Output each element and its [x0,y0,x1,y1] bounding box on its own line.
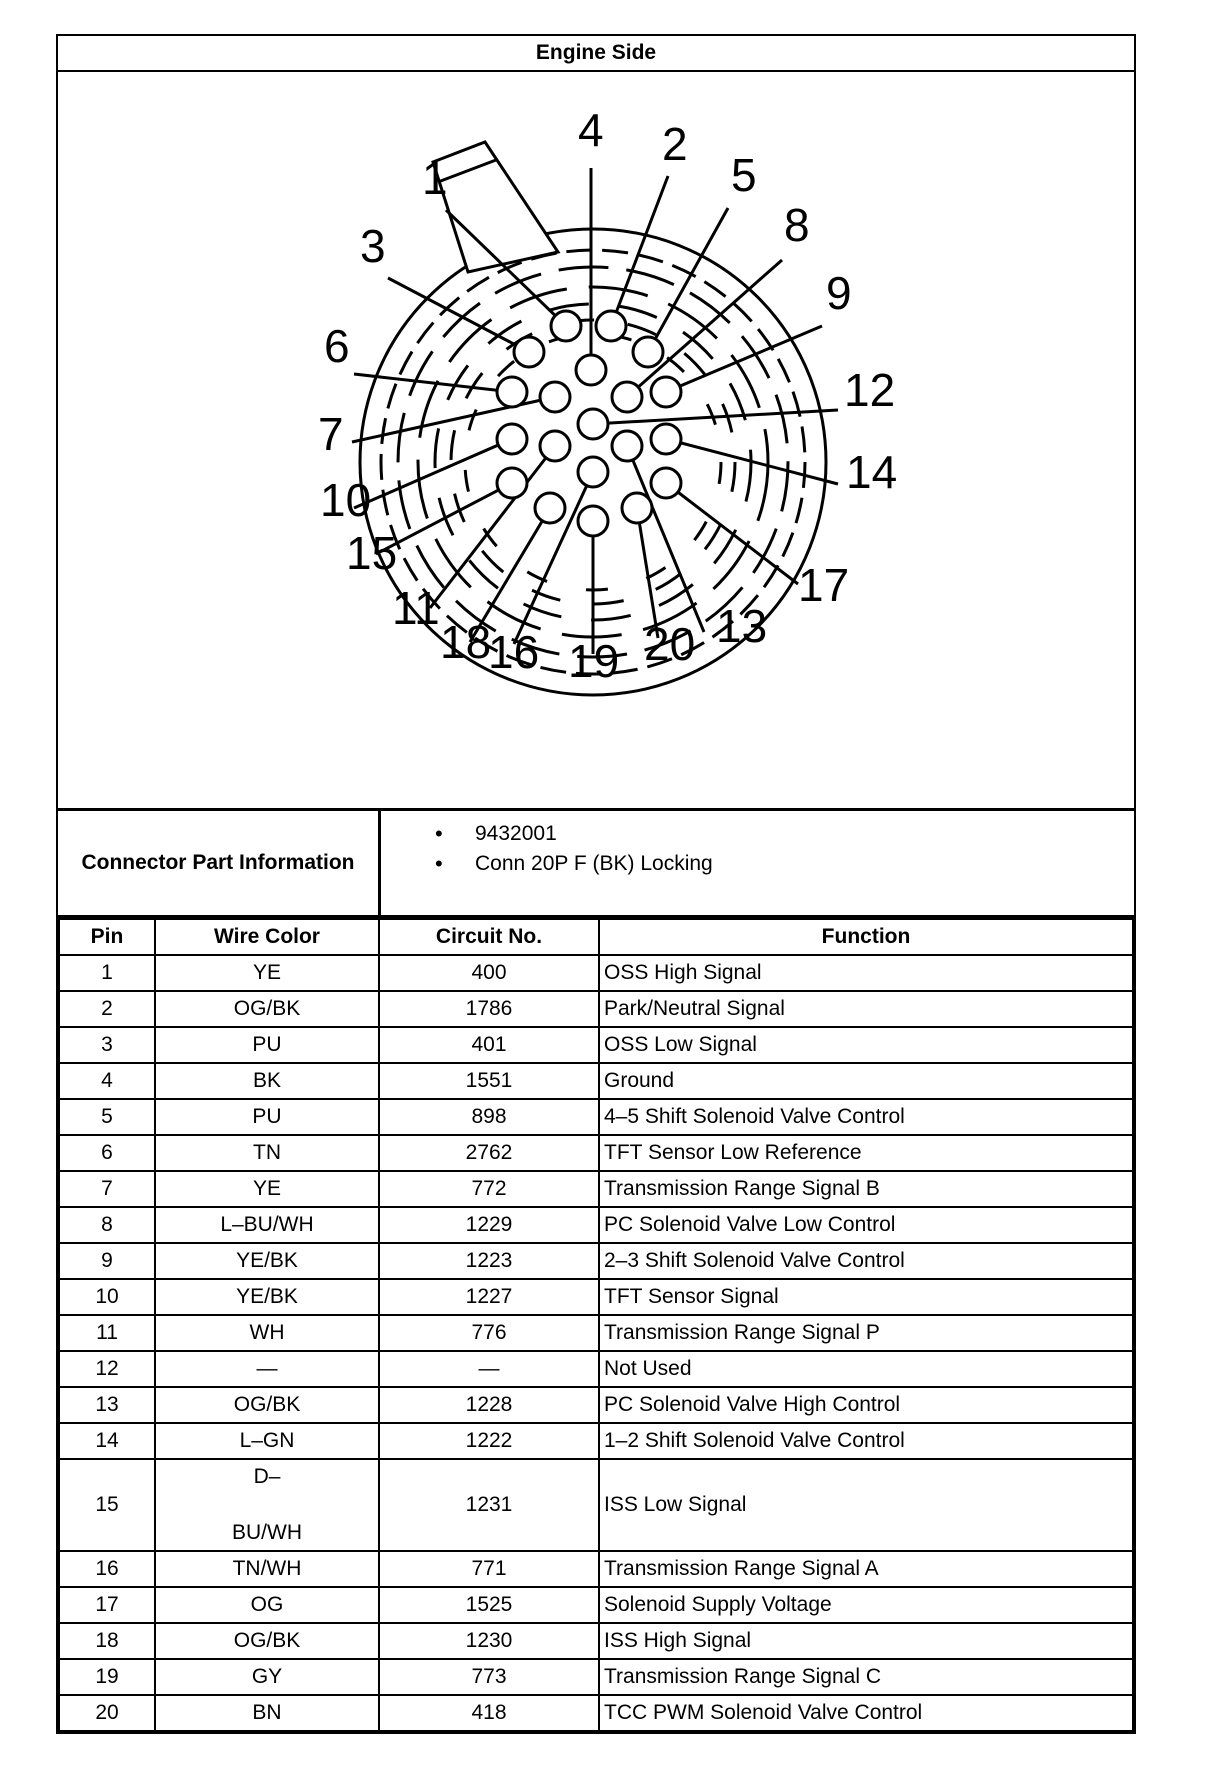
wire-color-cell: YE/BK [155,1279,379,1315]
pin-cell: 12 [59,1351,155,1387]
circuit-cell: 401 [379,1027,599,1063]
table-row [59,1459,1133,1551]
wire-color-cell: BK [155,1063,379,1099]
pin-11-label: 11 [392,582,440,634]
table-row [59,1063,1133,1099]
pin-cell: 9 [59,1243,155,1279]
pin-18-label: 18 [440,616,492,668]
connector-face-svg [58,72,1134,808]
circuit-cell: 1230 [379,1623,599,1659]
pin-cell: 13 [59,1387,155,1423]
wire-color-line-2: BU/WH [232,1521,302,1544]
pin-cell: 6 [59,1135,155,1171]
circuit-cell: 2762 [379,1135,599,1171]
circuit-cell: 773 [379,1659,599,1695]
function-cell: Transmission Range Signal P [599,1315,1133,1351]
pin-6-label: 6 [324,320,350,372]
wire-color-cell: L–BU/WH [155,1207,379,1243]
pin-8-cavity [612,382,642,412]
pin-19-cavity [578,506,608,536]
connector-info-label: Connector Part Information [58,811,381,915]
pin-9-cavity [651,377,681,407]
table-row [59,1171,1133,1207]
pin-12-cavity [578,409,608,439]
page-title: Engine Side [58,36,1134,72]
table-row [59,1315,1133,1351]
pin-cell: 19 [59,1659,155,1695]
table-row [59,1243,1133,1279]
pin-1-label: 1 [422,152,448,204]
circuit-cell: 1227 [379,1279,599,1315]
circuit-cell: 1786 [379,991,599,1027]
circuit-cell: 776 [379,1315,599,1351]
pin-cell: 5 [59,1099,155,1135]
pin-6-cavity [497,377,527,407]
circuit-cell: 400 [379,955,599,991]
wire-color-cell: PU [155,1027,379,1063]
pin-13-cavity [612,431,642,461]
function-cell: Transmission Range Signal A [599,1551,1133,1587]
pin-cell: 4 [59,1063,155,1099]
function-cell: Solenoid Supply Voltage [599,1587,1133,1623]
function-cell: 4–5 Shift Solenoid Valve Control [599,1099,1133,1135]
table-row [59,1551,1133,1587]
pin-3-leader-line [388,278,529,352]
circuit-cell: 1228 [379,1387,599,1423]
table-row [59,1423,1133,1459]
connector-document [56,34,1136,1734]
pin-20-label: 20 [644,618,696,670]
pin-cell: 14 [59,1423,155,1459]
pin-8-label: 8 [784,199,810,251]
connector-description: • Conn 20P F (BK) Locking [475,849,713,879]
wire-color-cell: TN/WH [155,1551,379,1587]
function-cell: Not Used [599,1351,1133,1387]
pin-cell: 17 [59,1587,155,1623]
connector-part-information [58,811,1134,918]
circuit-cell: 898 [379,1099,599,1135]
function-cell: OSS High Signal [599,955,1133,991]
pinout-table [58,918,1134,1732]
function-cell: TFT Sensor Signal [599,1279,1133,1315]
pin-cell: 10 [59,1279,155,1315]
table-row [59,1659,1133,1695]
pin-15-label: 15 [346,527,398,579]
circuit-cell: 1231 [379,1459,599,1551]
pin-14-leader-line [666,439,838,484]
function-cell: ISS High Signal [599,1623,1133,1659]
circuit-cell: 1223 [379,1243,599,1279]
circuit-cell: 771 [379,1551,599,1587]
wire-color-cell: TN [155,1135,379,1171]
header-pin: Pin [59,919,155,955]
wire-color-cell: YE [155,955,379,991]
pin-cell: 18 [59,1623,155,1659]
function-cell: 2–3 Shift Solenoid Valve Control [599,1243,1133,1279]
function-cell: Transmission Range Signal B [599,1171,1133,1207]
pin-5-cavity [633,337,663,367]
circuit-cell: 418 [379,1695,599,1731]
pin-cell: 3 [59,1027,155,1063]
function-cell: OSS Low Signal [599,1027,1133,1063]
function-cell: Ground [599,1063,1133,1099]
circuit-cell: 1551 [379,1063,599,1099]
pin-16-cavity [578,457,608,487]
pin-1-cavity [551,311,581,341]
wire-color-cell [155,1459,379,1551]
pin-cell: 11 [59,1315,155,1351]
pin-7-cavity [540,382,570,412]
wire-color-cell: — [155,1351,379,1387]
wire-color-cell: PU [155,1099,379,1135]
pin-11-cavity [540,431,570,461]
wire-color-cell: YE [155,1171,379,1207]
table-row [59,1387,1133,1423]
function-cell: Transmission Range Signal C [599,1659,1133,1695]
pin-7-label: 7 [318,408,344,460]
pin-2-cavity [596,311,626,341]
function-cell: TFT Sensor Low Reference [599,1135,1133,1171]
pin-5-label: 5 [731,149,757,201]
header-function: Function [599,919,1133,955]
pin-14-cavity [651,424,681,454]
pin-17-cavity [651,468,681,498]
function-cell: Park/Neutral Signal [599,991,1133,1027]
table-row [59,1135,1133,1171]
pin-3-cavity [514,337,544,367]
pin-cell: 1 [59,955,155,991]
pin-14-label: 14 [846,446,898,498]
pin-13-label: 13 [716,600,768,652]
circuit-cell: — [379,1351,599,1387]
function-cell: ISS Low Signal [599,1459,1133,1551]
header-wire-color: Wire Color [155,919,379,955]
function-cell: PC Solenoid Valve Low Control [599,1207,1133,1243]
circuit-cell: 1229 [379,1207,599,1243]
circuit-cell: 1222 [379,1423,599,1459]
pin-18-cavity [535,493,565,523]
circuit-cell: 1525 [379,1587,599,1623]
pin-cell: 16 [59,1551,155,1587]
table-row [59,1207,1133,1243]
pin-cell: 8 [59,1207,155,1243]
pin-4-cavity [576,355,606,385]
wire-color-cell: WH [155,1315,379,1351]
pin-cell: 15 [59,1459,155,1551]
pin-16-label: 16 [488,626,540,678]
wire-color-line-1: D– [253,1465,281,1488]
pin-4-label: 4 [578,104,604,156]
pin-15-cavity [497,468,527,498]
table-row [59,955,1133,991]
pin-10-label: 10 [320,474,372,526]
pin-10-leader-line [354,439,512,508]
pin-20-cavity [622,493,652,523]
table-row [59,1351,1133,1387]
connector-diagram [58,72,1134,811]
pin-cell: 2 [59,991,155,1027]
circuit-cell: 772 [379,1171,599,1207]
table-row [59,1027,1133,1063]
pin-2-label: 2 [662,118,688,170]
pin-12-label: 12 [844,364,896,416]
pin-cell: 20 [59,1695,155,1731]
wire-color-cell: L–GN [155,1423,379,1459]
wire-color-cell: BN [155,1695,379,1731]
table-row [59,1099,1133,1135]
wire-color-cell: OG/BK [155,1387,379,1423]
wire-color-cell: OG [155,1587,379,1623]
function-cell: TCC PWM Solenoid Valve Control [599,1695,1133,1731]
wire-color-cell: YE/BK [155,1243,379,1279]
pin-17-label: 17 [798,559,850,611]
header-circuit-no: Circuit No. [379,919,599,955]
connector-part-number: • 9432001 [475,819,713,849]
table-row [59,1695,1133,1731]
table-row [59,1587,1133,1623]
function-cell: 1–2 Shift Solenoid Valve Control [599,1423,1133,1459]
connector-info-list [381,811,713,915]
table-row [59,1279,1133,1315]
pin-9-label: 9 [826,267,852,319]
wire-color-cell: OG/BK [155,1623,379,1659]
pin-10-cavity [497,424,527,454]
table-row [59,1623,1133,1659]
table-row [59,991,1133,1027]
pin-3-label: 3 [360,220,386,272]
wire-color-cell: OG/BK [155,991,379,1027]
pin-19-label: 19 [568,635,620,687]
table-header-row [59,919,1133,955]
pin-cell: 7 [59,1171,155,1207]
wire-color-cell: GY [155,1659,379,1695]
function-cell: PC Solenoid Valve High Control [599,1387,1133,1423]
